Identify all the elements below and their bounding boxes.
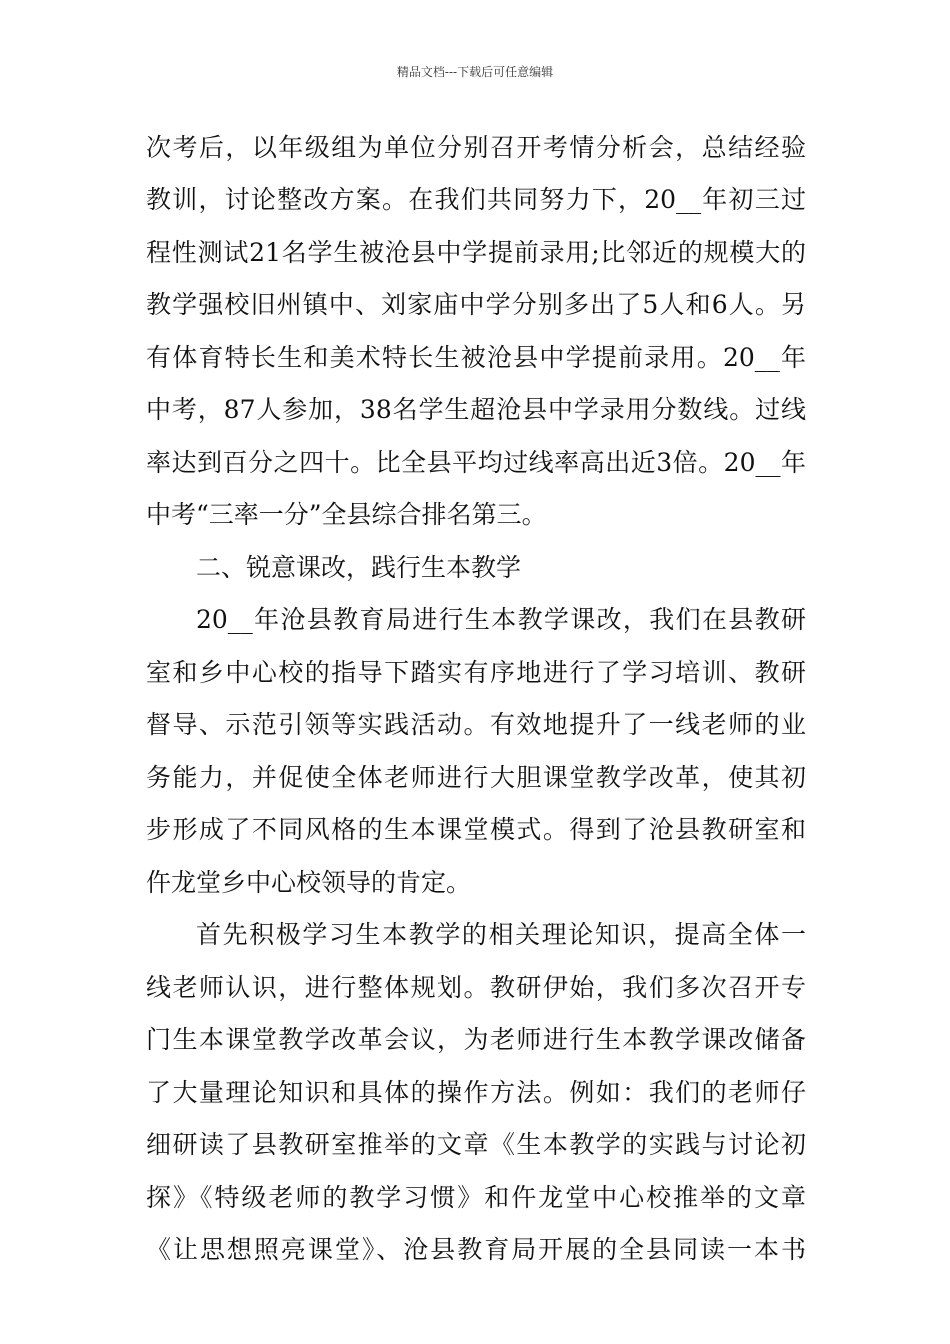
text-line: 中考“三率一分”全县综合排名第三。: [146, 500, 547, 529]
text-line: 室和乡中心校的指导下踏实有序地进行了学习培训、教研: [146, 658, 806, 687]
text-line: 线老师认识，进行整体规划。教研伊始，我们多次召开专: [146, 973, 806, 1002]
text-line: 《让思想照亮课堂》、沧县教育局开展的全县同读一本书: [146, 1235, 806, 1264]
text-line: 细研读了县教研室推举的文章《生本教学的实践与讨论初: [146, 1130, 806, 1159]
text-line: 仵龙堂乡中心校领导的肯定。: [146, 868, 472, 897]
text-line: 了大量理论知识和具体的操作方法。例如：我们的老师仔: [146, 1078, 806, 1107]
text-line: 探》《特级老师的教学习惯》和仵龙堂中心校推举的文章: [146, 1183, 806, 1212]
text-line: 程性测试21名学生被沧县中学提前录用;比邻近的规模大的: [146, 238, 806, 267]
text-line: 有体育特长生和美术特长生被沧县中学提前录用。20__年: [146, 343, 806, 372]
text-line: 教训，讨论整改方案。在我们共同努力下，20__年初三过: [146, 185, 806, 214]
text-line: 步形成了不同风格的生本课堂模式。得到了沧县教研室和: [146, 815, 806, 844]
text-line: 首先积极学习生本教学的相关理论知识，提高全体一: [196, 920, 806, 949]
text-line: 务能力，并促使全体老师进行大胆课堂教学改革，使其初: [146, 763, 806, 792]
text-line: 教学强校旧州镇中、刘家庙中学分别多出了5人和6人。另: [146, 290, 806, 319]
text-line: 20__年沧县教育局进行生本教学课改，我们在县教研: [196, 605, 806, 634]
text-line: 门生本课堂教学改革会议，为老师进行生本教学课改储备: [146, 1025, 806, 1054]
text-line: 次考后，以年级组为单位分别召开考情分析会，总结经验: [146, 133, 806, 162]
section-heading: 二、锐意课改，践行生本教学: [196, 553, 522, 582]
text-line: 督导、示范引领等实践活动。有效地提升了一线老师的业: [146, 710, 806, 739]
page-header: 精品文档---下载后可任意编辑: [396, 65, 554, 79]
text-line: 中考，87人参加，38名学生超沧县中学录用分数线。过线: [146, 395, 806, 424]
text-line: 率达到百分之四十。比全县平均过线率高出近3倍。20__年: [146, 448, 806, 477]
